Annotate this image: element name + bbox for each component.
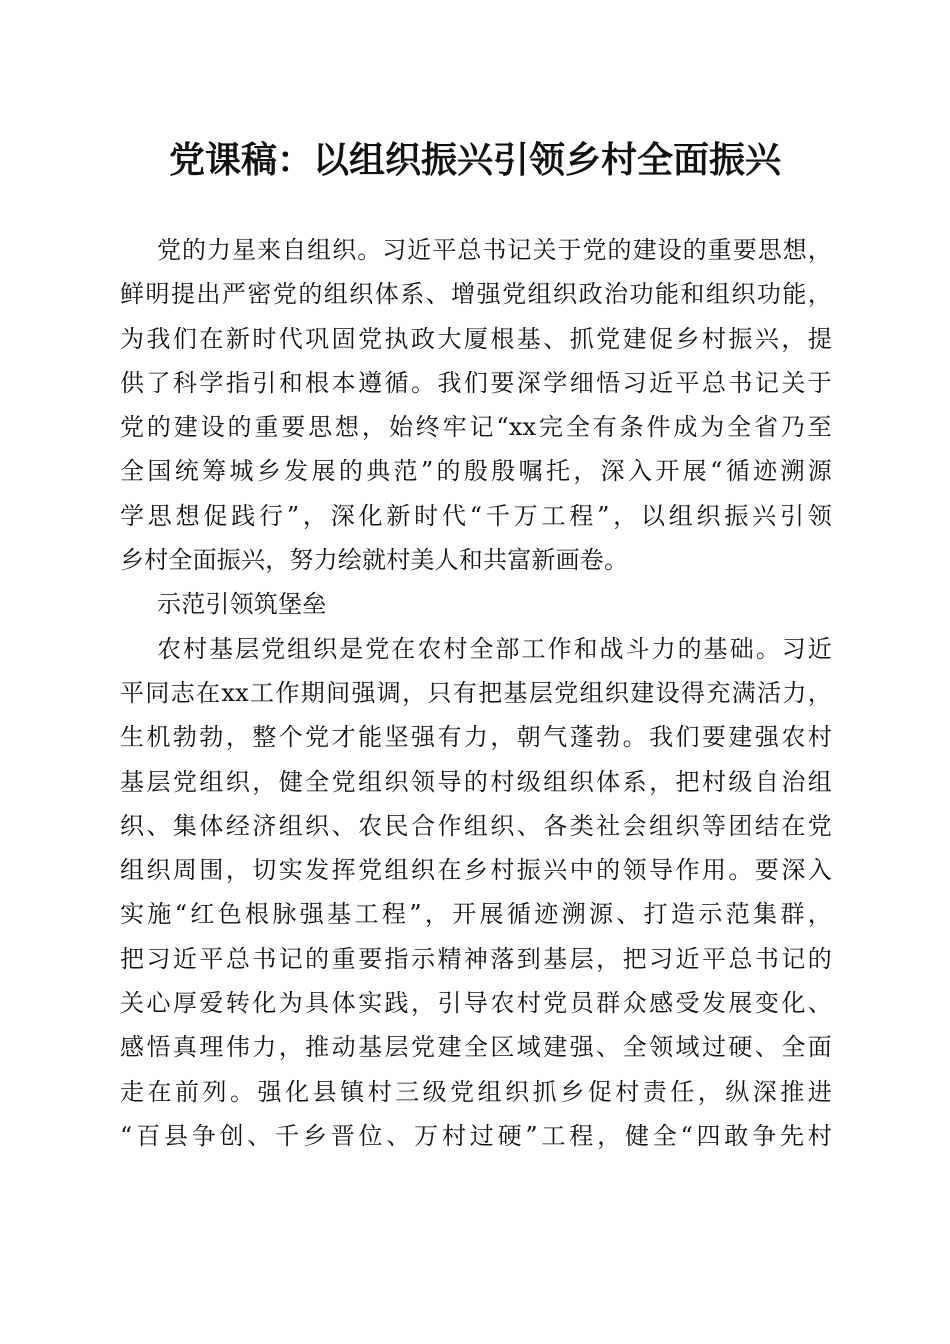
paragraph-line: 党的力星来自组织。习近平总书记关于党的建设的重要思想， [157,236,832,264]
paragraph-line: 供了科学指引和根本遵循。我们要深学细悟习近平总书记关于 [120,368,832,397]
paragraph-line: 农村基层党组织是党在农村全部工作和战斗力的基础。习近 [157,634,832,663]
document-body [120,228,832,1158]
paragraph-line: 感悟真理伟力，推动基层党建全区域建强、全领域过硬、全面 [120,1033,832,1062]
paragraph-line: 乡村全面振兴，努力绘就村美人和共富新画卷。 [120,546,629,575]
paragraph-line: 平同志在xx工作期间强调，只有把基层党组织建设得充满活力， [120,678,832,707]
paragraph-line: 把习近平总书记的重要指示精神落到基层，把习近平总书记的 [120,944,832,973]
paragraph-line: 学思想促践行”，深化新时代“千万工程”，以组织振兴引领 [120,501,832,530]
paragraph-line: “百县争创、千乡晋位、万村过硬”工程，健全“四敢争先村 [120,1121,832,1150]
section-heading: 示范引领筑堡垒 [157,590,327,619]
paragraph-line: 生机勃勃，整个党才能坚强有力，朝气蓬勃。我们要建强农村 [120,723,832,752]
paragraph-line: 基层党组织，健全党组织领导的村级组织体系，把村级自治组 [120,767,832,796]
paragraph-line: 全国统筹城乡发展的典范”的殷殷嘱托，深入开展“循迹溯源 [120,457,832,486]
paragraph-line: 实施“红色根脉强基工程”，开展循迹溯源、打造示范集群， [120,900,832,929]
paragraph-line: 鲜明提出严密党的组织体系、增强党组织政治功能和组织功能， [120,280,832,309]
paragraph-line: 关心厚爱转化为具体实践，引导农村党员群众感受发展变化、 [120,989,832,1018]
paragraph-line: 组织周围，切实发挥党组织在乡村振兴中的领导作用。要深入 [120,856,832,885]
paragraph-line: 为我们在新时代巩固党执政大厦根基、抓党建促乡村振兴，提 [120,324,832,353]
document-title: 党课稿：以组织振兴引领乡村全面振兴 [168,139,781,181]
paragraph-line: 党的建设的重要思想，始终牢记“xx完全有条件成为全省乃至 [120,413,832,442]
paragraph-line: 织、集体经济组织、农民合作组织、各类社会组织等团结在党 [120,811,832,840]
paragraph-line: 走在前列。强化县镇村三级党组织抓乡促村责任，纵深推进 [120,1077,832,1106]
